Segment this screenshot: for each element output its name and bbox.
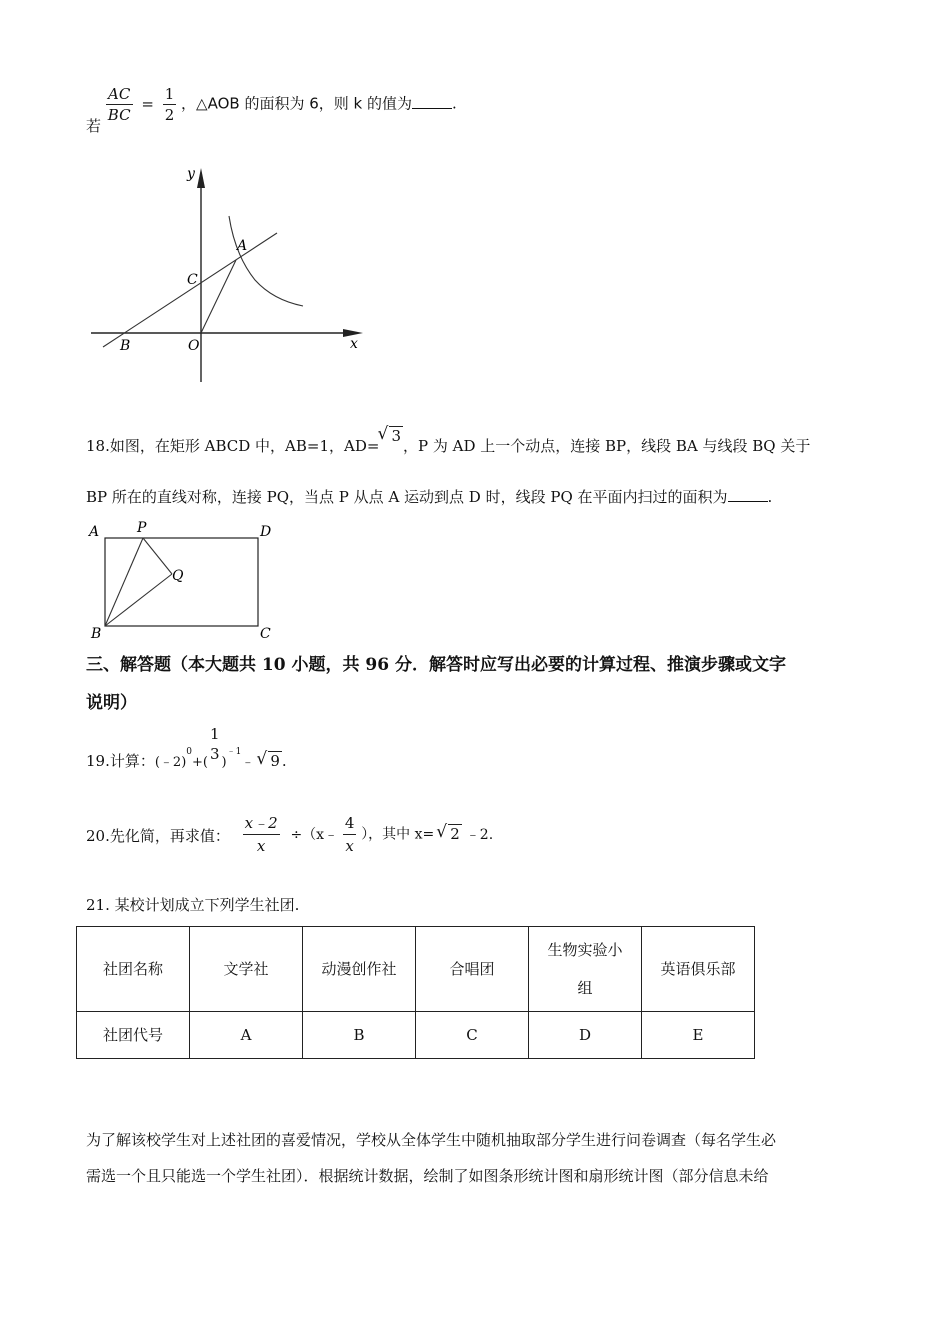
- q20-label: 20.先化简，再求值：: [86, 826, 230, 845]
- label-y: y: [187, 166, 195, 182]
- q17-end: .: [451, 94, 457, 113]
- q18-line1: [86, 427, 811, 456]
- q18-sqrt: [379, 426, 403, 446]
- q19-plus: +(: [192, 755, 208, 770]
- q18-radicand: 3: [391, 427, 401, 445]
- table-cell: E: [642, 1012, 755, 1059]
- section3-heading-line2: 说明）: [86, 693, 137, 713]
- q19-frac-den: 3: [209, 745, 220, 763]
- q17-prefix: 若: [86, 116, 102, 135]
- q20-rest: ），其中 x=: [361, 826, 435, 843]
- table-cell: C: [416, 1012, 529, 1059]
- label-a: A: [89, 524, 100, 540]
- q19-fraction: [208, 724, 222, 764]
- q20-sqrt: [438, 824, 462, 844]
- table-cell: 社团代号: [77, 1012, 190, 1059]
- q19-end: .: [281, 752, 287, 770]
- q21-para-line2: 需选一个且只能选一个学生社团）．根据统计数据，绘制了如图条形统计图和扇形统计图（部分信息未给: [86, 1167, 769, 1185]
- hyperbola-curve: [229, 216, 303, 306]
- q19-part-b: ): [221, 755, 227, 770]
- q18-line2-text: BP 所在的直线对称，连接 PQ，当点 P 从点 A 运动到点 D 时，线段 PQ 在平面内扫过的面积为: [86, 488, 728, 506]
- q19-exp0: 0: [186, 747, 193, 757]
- q17-fraction-half: [163, 84, 177, 125]
- q17-fraction-ac-bc: [106, 84, 133, 125]
- table-cell: 文学社: [190, 927, 303, 1012]
- table-cell: 英语俱乐部: [642, 927, 755, 1012]
- q20-frac2-den: x: [343, 834, 357, 857]
- label-c: C: [187, 272, 198, 288]
- table-cell: 动漫创作社: [303, 927, 416, 1012]
- label-x: x: [350, 336, 358, 352]
- label-p: P: [137, 520, 147, 536]
- q19-part-a: (﹣2): [154, 755, 187, 770]
- q19-radicand: 9: [270, 752, 280, 770]
- q18-line2: [86, 487, 772, 507]
- q17-equals: =: [141, 94, 154, 113]
- q19-line: [86, 724, 287, 774]
- q17-frac1-den: BC: [107, 106, 131, 124]
- label-d: D: [260, 524, 272, 540]
- q20-div: ÷（x﹣: [290, 826, 339, 843]
- q17-frac1-num: AC: [108, 85, 131, 103]
- table-row: [77, 927, 755, 1012]
- line-bca: [103, 233, 277, 347]
- q20-radicand: 2: [450, 824, 460, 843]
- q20-frac2-num: 4: [344, 814, 355, 832]
- label-b: B: [120, 338, 131, 354]
- figure-hyperbola-graph: [85, 160, 375, 390]
- q18-line2-end: .: [767, 488, 773, 506]
- table-cell: D: [529, 1012, 642, 1059]
- q20-frac1-num: x﹣2: [244, 814, 278, 832]
- q19-frac-num: 1: [209, 725, 220, 743]
- table-cell: 社团名称: [77, 927, 190, 1012]
- q20-line: [86, 812, 493, 862]
- q18-line1-b: ，P 为 AD 上一个动点，连接 BP，线段 BA 与线段 BQ 关于: [402, 437, 811, 455]
- table-row: [77, 1012, 755, 1059]
- figure-rectangle: [86, 518, 286, 646]
- q17-line: [86, 84, 457, 134]
- q17-rest: ，△AOB 的面积为 6，则 k 的值为: [181, 94, 412, 113]
- table-cell: [529, 927, 642, 1012]
- q20-tail: ﹣2.: [465, 826, 494, 843]
- q17-frac2-num: 1: [164, 85, 175, 103]
- y-axis-arrow: [197, 168, 205, 188]
- q18-answer-blank: [728, 487, 768, 502]
- label-b: B: [91, 626, 102, 642]
- label-c: C: [260, 626, 271, 642]
- q20-frac1-den: x: [243, 834, 280, 857]
- segment-pq: [143, 538, 172, 574]
- q19-label: 19.计算：: [86, 752, 155, 770]
- label-q: Q: [172, 568, 184, 584]
- table-cell-wrapped: 生物实验小组: [547, 941, 623, 997]
- q17-frac2-den: 2: [164, 106, 175, 124]
- q20-fraction1: [243, 812, 280, 857]
- q21-para-line1: 为了解该校学生对上述社团的喜爱情况，学校从全体学生中随机抽取部分学生进行问卷调查（每名学生必: [86, 1131, 777, 1149]
- q18-line1-a: 18.如图，在矩形 ABCD 中，AB=1，AD=: [86, 437, 380, 455]
- table-cell: 合唱团: [416, 927, 529, 1012]
- label-a: A: [237, 238, 248, 254]
- table-cell: B: [303, 1012, 416, 1059]
- club-table: [76, 926, 755, 1059]
- q19-minus: ﹣: [241, 755, 255, 770]
- q20-fraction2: [343, 812, 357, 857]
- q17-answer-blank: [412, 94, 452, 109]
- segment-bq: [105, 574, 172, 626]
- q21-intro: 21. 某校计划成立下列学生社团.: [86, 896, 300, 914]
- section3-heading-line1: 三、解答题（本大题共 10 小题，共 96 分．解答时应写出必要的计算过程、推演步骤或文字: [86, 655, 786, 675]
- segment-bp: [105, 538, 143, 626]
- table-cell: A: [190, 1012, 303, 1059]
- label-o: O: [188, 338, 200, 354]
- q19-sqrt: [258, 751, 282, 771]
- q19-exp-neg1: ﹣1: [226, 747, 242, 757]
